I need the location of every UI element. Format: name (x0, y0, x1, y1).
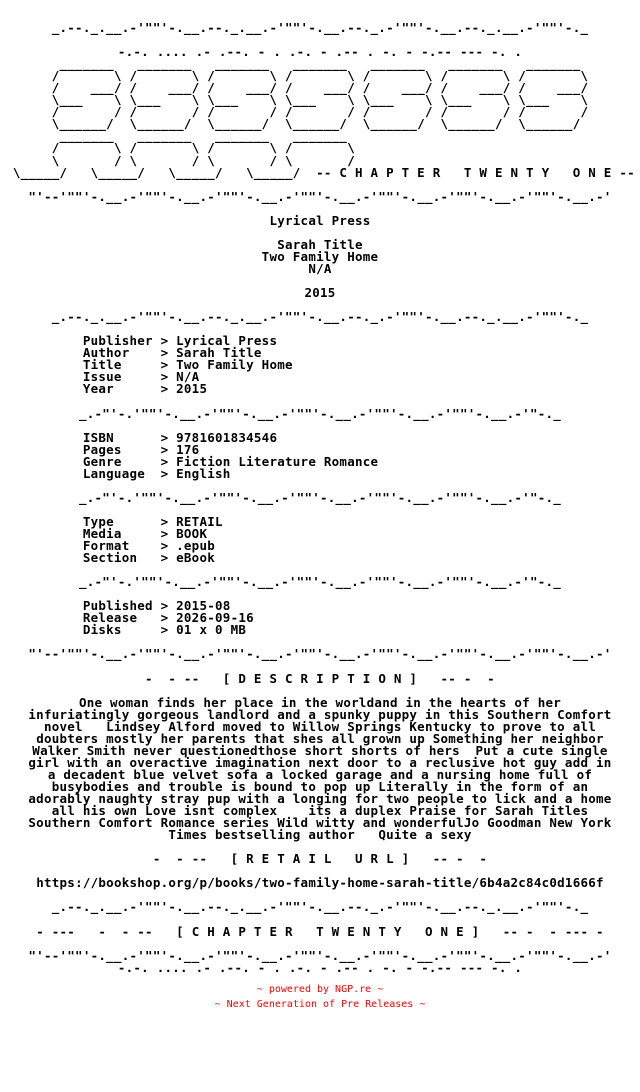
powered-by-link[interactable]: ~ powered by NGP.re ~ (256, 983, 384, 995)
footer (0, 982, 640, 1012)
nfo-text-block: _.--._.__.-'""'-.__.--._.__.-'""'-.__.--._.-'""'-.__.--._.__.-'""'-._ -.-. .... .- .--. - . .-. - .-- . -. - -.-- --- -. . _______ _______ _______ _______ _______ _______ _______ / \ / \ / \ / \ / \ / \ / \ / ___/ / ___/ / ___/ / ___/ / ___/ / ___/ / ___/ \___ \ \___ \ \___ \ \___ \ \___ \ \___ \ \___ \ / / / / / / / / / / / / / / \______/ \______/ \______/ \______/ \______/ \______/ \______/ _______ _______ _______ _______ / \ / \ / \ / \ \ / \ / \ / \ / \_____/ \_____/ \_____/ \_____/ -- C H A P T E R T W E N T Y O N E -- "'--'""'-.__.-'""'-.__.-'""'-.__.-'""'-.__.-'""'-.__.-'""'-.__.-'""'-.__.-' Lyrical Press Sarah Title Two Family Home N/A 2015 _.--._.__.-'""'-.__.--._.__.-'""'-.__.--._.-'""'-.__.--._.__.-'""'-._ Publisher > Lyrical Press Author > Sarah Title Title > Two Family Home Issue > N/A Year > 2015 _.-"'-.'""'-.__.-'""'-.__.-'""'-.__.-'""'-.__.-'""'-.__.-'"-._ ISBN > 9781601834546 Pages > 176 Genre > Fiction Literature Romance Language > English _.-"'-.'""'-.__.-'""'-.__.-'""'-.__.-'""'-.__.-'""'-.__.-'"-._ Type > RETAIL Media > BOOK Format > .epub Section > eBook _.-"'-.'""'-.__.-'""'-.__.-'""'-.__.-'""'-.__.-'""'-.__.-'"-._ Published > 2015-08 Release > 2026-09-16 Disks > 01 x 0 MB "'--'""'-.__.-'""'-.__.-'""'-.__.-'""'-.__.-'""'-.__.-'""'-.__.-'""'-.__.-' - - -- [ D E S C R I P T I O N ] -- - - One woman finds her place in the worldand in the hearts of her infuriatingly gorgeous landlord and a spunky puppy in this Southern Comfort novel Lindsey Alford moved to Willow Springs Kentucky to prove to all doubters mostly her parents that shes all grown up Something her neighbor Walker Smith never questionedthose short shorts of hers Put a cute single girl with an overactive imagination next door to a reclusive hot guy add in a decadent blue velvet sofa a locked garage and a nursing home full of busybodies and trouble is bound to pop up Literally in the form of an adorably naughty stray pup with a longing for two people to lick and a home all his own Love isnt complex its a duplex Praise for Sarah Titles Southern Comfort Romance series Wild witty and wonderfulJo Goodman New York Times bestselling author Quite a sexy - - -- [ R E T A I L U R L ] -- - - https://bookshop.org/p/books/two-family-home-sarah-title/6b4a2c84c0d1666f _.--._.__.-'""'-.__.--._.__.-'""'-.__.--._.-'""'-.__.--._.__.-'""'-._ - --- - - -- [ C H A P T E R T W E N T Y O N E ] -- - - --- - "'--'""'-.__.-'""'-.__.-'""'-.__.-'""'-.__.-'""'-.__.-'""'-.__.-'""'-.__.-' -.-. .... .- .--. - . .-. - .-- . -. - -.-- --- -. . (12, 20, 635, 975)
next-generation-link[interactable]: ~ Next Generation of Pre Releases ~ (214, 998, 426, 1010)
